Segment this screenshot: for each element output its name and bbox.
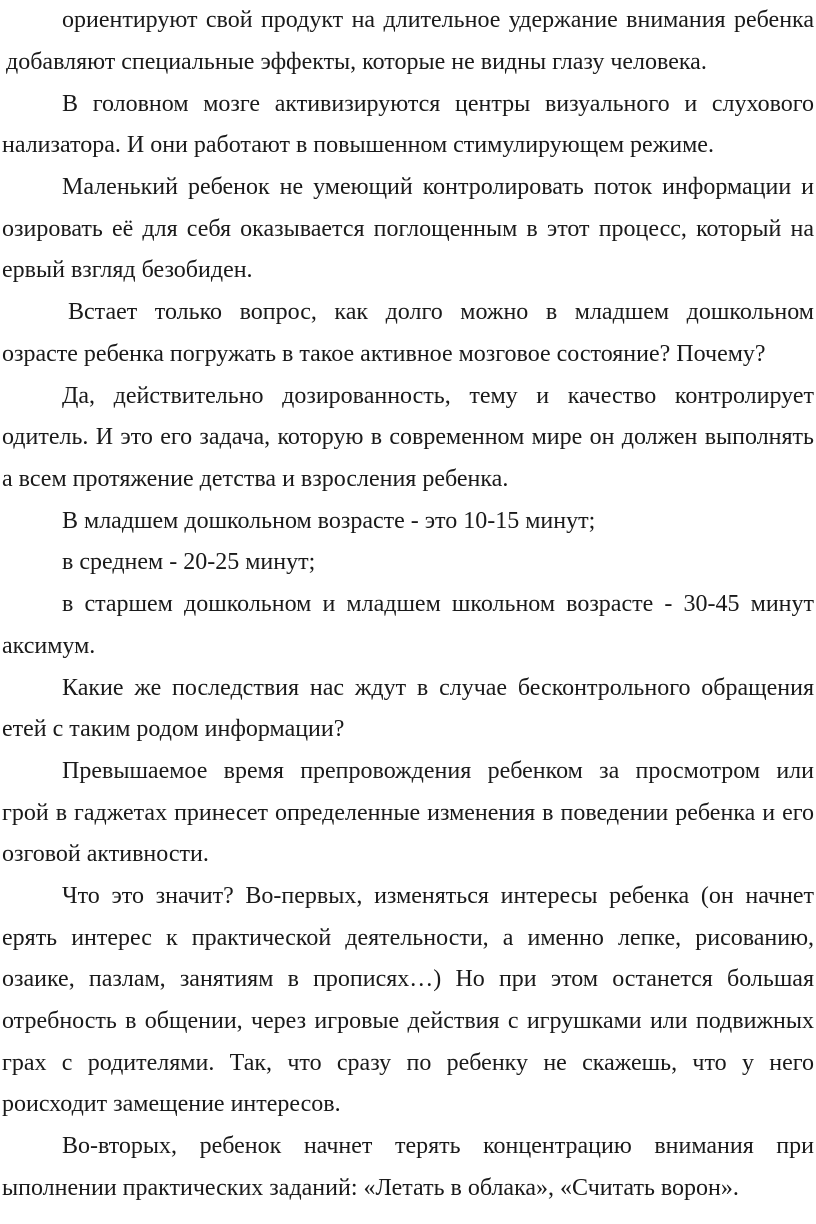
text-line: ыполнении практических заданий: «Летать в облака», «Считать ворон». — [2, 1175, 739, 1201]
text-line: етей с таким родом информации? — [2, 716, 345, 742]
text-line: Превышаемое время препровождения ребенком за просмотром или — [62, 758, 814, 784]
text-line: озаике, пазлам, занятиям в прописях…) Но при этом останется большая — [2, 966, 814, 992]
text-line: В младшем дошкольном возрасте - это 10-15 минут; — [62, 508, 596, 534]
text-line: ерять интерес к практической деятельности, а именно лепке, рисованию, — [2, 925, 814, 951]
text-line: добавляют специальные эффекты, которые не видны глазу человека. — [6, 49, 707, 75]
text-line: одитель. И это его задача, которую в современном мире он должен выполнять — [2, 424, 814, 450]
text-line: озговой активности. — [2, 841, 209, 867]
text-line: грах с родителями. Так, что сразу по ребенку не скажешь, что у него — [2, 1050, 814, 1076]
text-line: отребность в общении, через игровые действия с игрушками или подвижных — [2, 1008, 814, 1034]
text-line: Что это значит? Во-первых, изменяться интересы ребенка (он начнет — [62, 883, 814, 909]
text-line: ориентируют свой продукт на длительное удержание внимания ребенка — [62, 7, 814, 33]
text-line: нализатора. И они работают в повышенном стимулирующем режиме. — [2, 132, 714, 158]
text-line: в старшем дошкольном и младшем школьном возрасте - 30-45 минут — [62, 591, 814, 617]
text-line: озрасте ребенка погружать в такое активное мозговое состояние? Почему? — [2, 341, 766, 367]
text-line: В головном мозге активизируются центры визуального и слухового — [62, 91, 814, 117]
text-line: грой в гаджетах принесет определенные изменения в поведении ребенка и его — [2, 800, 814, 826]
text-line: в среднем - 20-25 минут; — [62, 549, 316, 575]
text-line: роисходит замещение интересов. — [2, 1091, 341, 1117]
text-line: Да, действительно дозированность, тему и качество контролирует — [62, 383, 814, 409]
text-line: Какие же последствия нас ждут в случае бесконтрольного обращения — [62, 675, 814, 701]
text-line: Встает только вопрос, как долго можно в младшем дошкольном — [68, 299, 814, 325]
text-line: Маленький ребенок не умеющий контролировать поток информации и — [62, 174, 814, 200]
text-line: Во-вторых, ребенок начнет терять концентрацию внимания при — [62, 1133, 814, 1159]
text-line: ервый взгляд безобиден. — [2, 257, 253, 283]
text-line: аксимум. — [2, 633, 96, 659]
text-line: озировать её для себя оказывается поглощенным в этот процесс, который на — [2, 216, 814, 242]
text-line: а всем протяжение детства и взросления ребенка. — [2, 466, 509, 492]
